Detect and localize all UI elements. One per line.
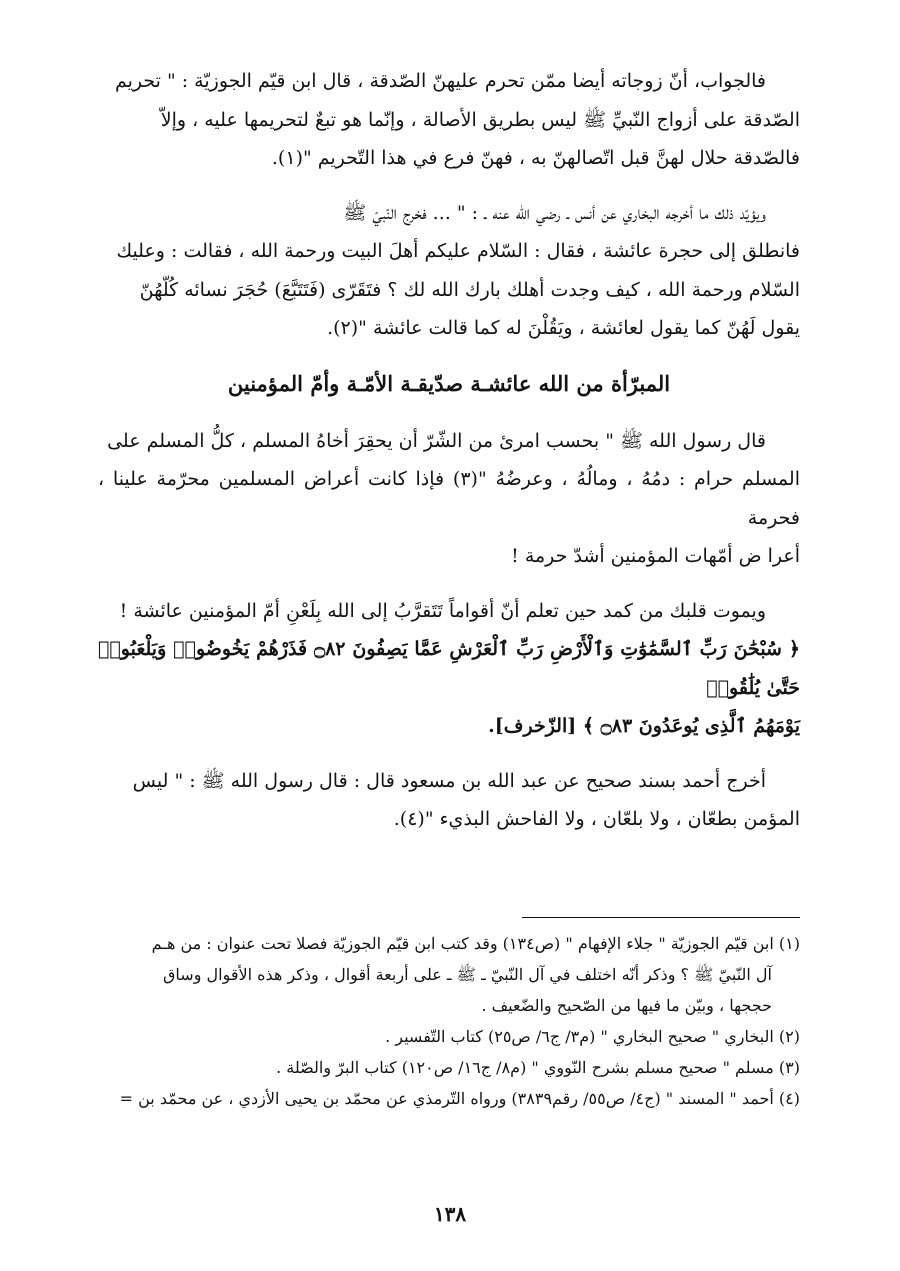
text-line: المسلم حرام : دمُهُ ، ومالُهُ ، وعرضُهُ "(٣) فإذا كانت أعراض المسلمين محرّمة علينا ، فحرمة bbox=[98, 468, 800, 529]
text-line: يقول لَهُنّ كما يقول لعائشة ، ويَقُلْنَ له كما قالت عائشة "(٢). bbox=[327, 317, 800, 339]
footnote-line: (٣) مسلم " صحيح مسلم بشرح النّووي " (م٨/ ج١٦/ ص١٢٠) كتاب البرّ والصّلة . bbox=[276, 1058, 800, 1077]
text-line: فالجواب، أنّ زوجاته أيضا ممّن تحرم عليهنّ الصّدقة ، قال ابن قيّم الجوزيّة : " تحريم bbox=[114, 70, 766, 92]
quran-verse-line: يَوْمَهُمُ ٱلَّذِى يُوعَدُونَ ۝٨٣ ﴾ [الزّخرف]. bbox=[488, 715, 800, 737]
quran-verse-line: ﴿ سُبْحَٰنَ رَبِّ ٱلسَّمَٰوَٰتِ وَٱلْأَرْضِ رَبِّ ٱلْعَرْشِ عَمَّا يَصِفُونَ ۝٨٢ فَذَرْهُمْ يَخُوضُوا۟ وَيَلْعَبُوا۟ حَتَّىٰ يُلَٰقُوا۟ bbox=[98, 638, 800, 699]
page-number: ١٣٨ bbox=[433, 1202, 467, 1226]
text-line: أخرج أحمد بسند صحيح عن عبد الله بن مسعود قال : قال رسول الله ﷺ : " ليس bbox=[132, 769, 766, 792]
text-line: أعرا ض أمّهات المؤمنين أشدّ حرمة ! bbox=[511, 545, 800, 567]
text-line: الصّدقة على أزواج النّبيِّ ﷺ ليس بطريق الأصالة ، وإنّما هو تبعٌ لتحريمها عليه ، وإلاّ bbox=[160, 108, 800, 131]
paragraph-3 bbox=[98, 422, 800, 576]
footnote-line: آل النّبيّ ﷺ ؟ وذكر أنّه اختلف في آل النّبيّ ـ ﷺ ـ على أربعة أقوال ، وذكر هذه الأقوال وساق bbox=[163, 965, 772, 984]
text-line: المؤمن بطعّان ، ولا بلعّان ، ولا الفاحش البذيء "(٤). bbox=[393, 808, 800, 830]
text-line: فالصّدقة حلال لهنَّ قبل اتّصالهنّ به ، فهنّ فرع في هذا التّحريم "(١). bbox=[271, 147, 800, 169]
footnote-separator bbox=[522, 917, 800, 918]
footnote-line: (٢) البخاري " صحيح البخاري " (م٣/ ج٦/ ص٢٥) كتاب التّفسير . bbox=[385, 1027, 800, 1046]
footnote-line: حججها ، وبيّن ما فيها من الصّحيح والضّعيف . bbox=[481, 996, 772, 1015]
paragraph-2 bbox=[98, 194, 800, 348]
section-heading: المبرّأة من الله عائشـة صدّيقـة الأمّـة وأمّ المؤمنين bbox=[227, 370, 671, 396]
text-line: السّلام ورحمة الله ، كيف وجدت أهلك بارك الله لك ؟ فتَقَرّى (فَتَتَبَّعَ) حُجَرَ نسائه كُلّهُنّ bbox=[139, 278, 800, 301]
text-line: فانطلق إلى حجرة عائشة ، فقال : السّلام عليكم أهلَ البيت ورحمة الله ، فقالت : وعليك bbox=[116, 240, 800, 262]
footnote-line: (١) ابن قيّم الجوزيّة " جلاء الإفهام " (ص١٣٤) وقد كتب ابن قيّم الجوزيّة فصلا تحت عنوان : من هـم bbox=[151, 934, 800, 953]
body-text bbox=[98, 62, 800, 855]
footnote-line: (٤) أحمد " المسند " (ج٤/ ص٥٥/ رقم٣٨٣٩) ورواه التّرمذي عن محمّد بن يحيى الأزدي ، عن محمّد بن = bbox=[119, 1089, 800, 1108]
paragraph-5 bbox=[98, 762, 800, 839]
paragraph-4 bbox=[98, 592, 800, 746]
text-line: ويؤيّد ذلك ما أخرجه البخاري عن أنس ـ رضي الله عنه ـ : " ... فخرج النّبيّ ﷺ bbox=[343, 201, 766, 224]
footnotes bbox=[98, 928, 800, 1114]
text-line: قال رسول الله ﷺ " بحسب امرئ من الشّرّ أن يحقِرَ أخاهُ المسلم ، كلُّ المسلم على bbox=[107, 429, 766, 452]
text-line: ويموت قلبك من كمد حين تعلم أنّ أقواماً تَتَقرَّبُ إلى الله بِلَعْنِ أمّ المؤمنين عائشة ! bbox=[119, 599, 766, 622]
paragraph-1 bbox=[98, 62, 800, 178]
